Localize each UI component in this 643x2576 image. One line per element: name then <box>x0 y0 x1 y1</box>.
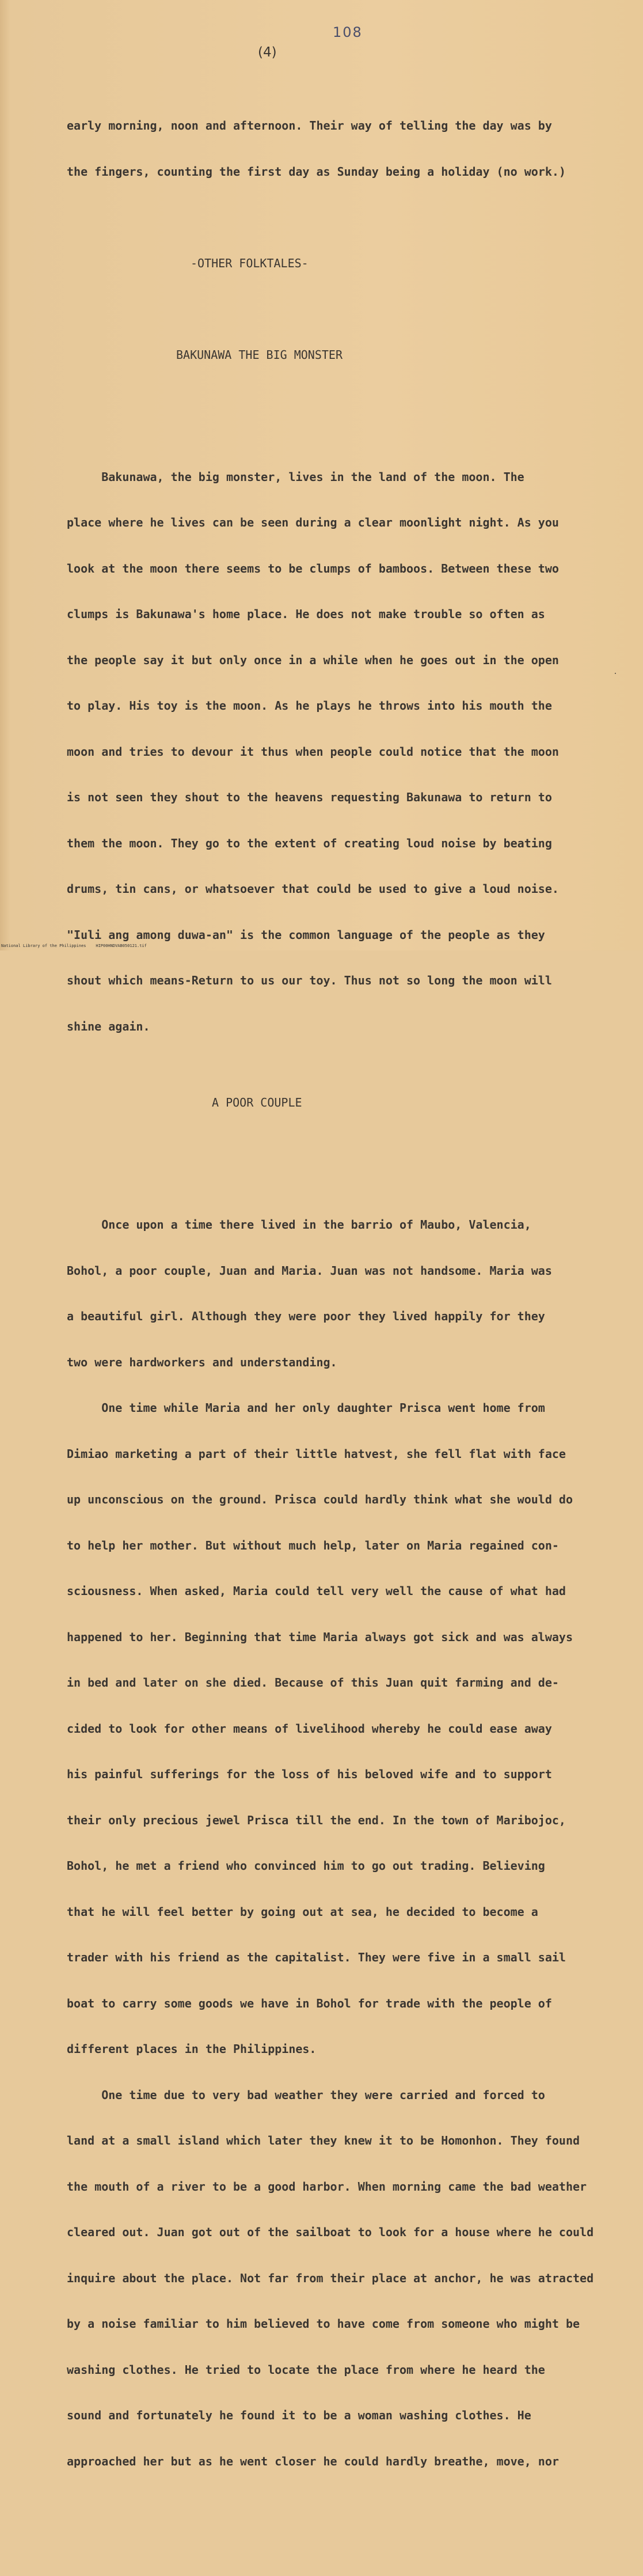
blank-line <box>67 301 602 317</box>
document-body <box>67 88 602 2576</box>
story-body-poor-couple <box>67 1141 602 2545</box>
text-line: washing clothes. He tried to locate the place from where he heard the <box>67 2362 545 2377</box>
text-line: is not seen they shout to the heavens requesting Bakunawa to return to <box>67 790 552 804</box>
text-line: by a noise familiar to him believed to have come from someone who might be <box>67 2317 580 2331</box>
text-line <box>67 2499 602 2515</box>
text-line: sound and fortunately he found it to be a woman washing clothes. He <box>67 2408 531 2422</box>
text-line: a beautiful girl. Although they were poor they lived happily for they <box>67 1309 545 1323</box>
text-line: shout which means-Return to us our toy. Thus not so long the moon will <box>67 973 552 987</box>
story-body-bakunawa <box>67 439 602 1065</box>
text-line: cleared out. Juan got out of the sailboat to look for a house where he could <box>67 2225 594 2239</box>
footer-source: National Library of the Philippines HIP00HNDVAB050121.tif <box>1 944 147 948</box>
story-title-bakunawa: BAKUNAWA THE BIG MONSTER <box>176 347 343 362</box>
text-line: look at the moon there seems to be clumps of bamboos. Between these two <box>67 561 559 575</box>
stamp-number: 108 <box>333 24 363 40</box>
text-line: "Iuli ang among duwa-an" is the common language of the people as they <box>67 927 545 942</box>
page-number: (4) <box>258 45 277 60</box>
text-line: Dimiao marketing a part of their little hatvest, she fell flat with face <box>67 1446 566 1461</box>
text-line: them the moon. They go to the extent of creating loud noise by beating <box>67 836 552 850</box>
text-line: to help her mother. But without much help, later on Maria regained con- <box>67 1538 559 1552</box>
text-line: land at a small island which later they knew it to be Homonhon. They found <box>67 2134 580 2147</box>
text-line: place where he lives can be seen during a clear moonlight night. As you <box>67 516 559 529</box>
ink-speck <box>615 673 616 674</box>
text-line <box>67 1172 602 1187</box>
text-line: trader with his friend as the capitalist. They were five in a small sail <box>67 1950 566 1964</box>
text-line: the people say it but only once in a while when he goes out in the open <box>67 653 559 667</box>
text-line: approached her but as he went closer he could hardly breathe, move, nor <box>67 2454 559 2468</box>
text-line: clumps is Bakunawa's home place. He does not make trouble so often as <box>67 607 545 621</box>
text-line: Once upon a time there lived in the barrio of Maubo, Valencia, <box>67 1218 531 1232</box>
text-line: Bohol, he met a friend who convinced him to go out trading. Believing <box>67 1859 545 1873</box>
text-line: inquire about the place. Not far from their place at anchor, he was atracted <box>67 2271 594 2285</box>
text-line: in bed and later on she died. Because of this Juan quit farming and de- <box>67 1676 559 1689</box>
text-line: the mouth of a river to be a good harbor. When morning came the bad weather <box>67 2179 587 2194</box>
text-line: two were hardworkers and understanding. <box>67 1355 337 1369</box>
text-line: moon and tries to devour it thus when people could notice that the moon <box>67 744 559 759</box>
text-line: up unconscious on the ground. Prisca could hardly think what she would do <box>67 1492 573 1506</box>
text-line: early morning, noon and afternoon. Their way of telling the day was by <box>67 119 552 132</box>
text-line: his painful sufferings for the loss of his beloved wife and to support <box>67 1767 552 1781</box>
blank-line <box>67 210 602 225</box>
text-line: shine again. <box>67 1019 150 1033</box>
text-line: sciousness. When asked, Maria could tell very well the cause of what had <box>67 1584 566 1598</box>
text-line: One time while Maria and her only daughter Prisca went home from <box>67 1401 545 1415</box>
story-title-poor-couple: A POOR COUPLE <box>212 1096 302 1109</box>
text-line: boat to carry some goods we have in Bohol for trade with the people of <box>67 1996 552 2010</box>
text-line: cided to look for other means of livelihood whereby he could ease away <box>67 1721 552 1736</box>
text-line: that he will feel better by going out at sea, he decided to become a <box>67 1904 538 1919</box>
text-line: Bohol, a poor couple, Juan and Maria. Juan was not handsome. Maria was <box>67 1263 552 1278</box>
section-heading: -OTHER FOLKTALES- <box>191 256 309 270</box>
text-line: Bakunawa, the big monster, lives in the land of the moon. The <box>67 469 524 484</box>
text-line: One time due to very bad weather they were carried and forced to <box>67 2088 545 2102</box>
text-line: to play. His toy is the moon. As he plays he throws into his mouth the <box>67 699 552 713</box>
text-line: their only precious jewel Prisca till the end. In the town of Maribojoc, <box>67 1813 566 1827</box>
text-line: happened to her. Beginning that time Maria always got sick and was always <box>67 1630 573 1644</box>
text-line: the fingers, counting the first day as Sunday being a holiday (no work.) <box>67 164 566 179</box>
text-line: drums, tin cans, or whatsoever that could be used to give a loud noise. <box>67 882 559 896</box>
text-line: different places in the Philippines. <box>67 2042 317 2056</box>
blank-line <box>67 393 602 408</box>
